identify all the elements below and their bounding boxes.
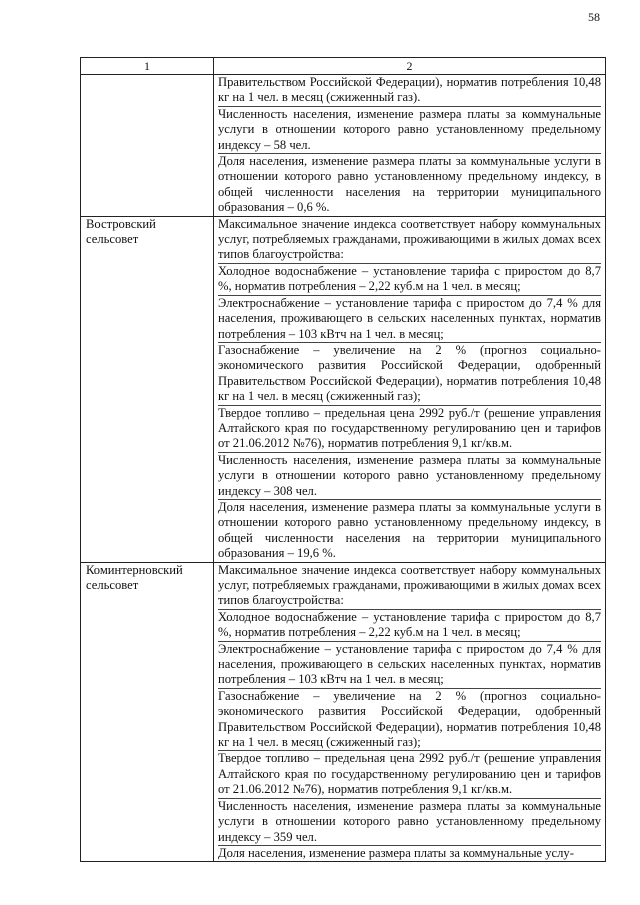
paragraph: Численность населения, изменение размера платы за коммунальные услуги в отношении которого равно установленному предельному индексу – 58 чел.	[218, 106, 601, 152]
description-cell	[214, 75, 606, 217]
municipality-name	[81, 75, 214, 217]
page-number: 58	[588, 10, 600, 24]
paragraph: Максимальное значение индекса соответствует набору коммунальных услуг, потребляемых гражданами, проживающими в жилых домах всех типов благоустройства:	[218, 216, 601, 262]
paragraph: Максимальное значение индекса соответствует набору коммунальных услуг, потребляемых гражданами, проживающими в жилых домах всех типов благоустройства:	[218, 562, 601, 608]
paragraph: Твердое топливо – предельная цена 2992 руб./т (решение управления Алтайского края по государственному регулированию цен и тарифов от 21.06.2012 №76), норматив потребления 9,1 кг/кв.м.	[218, 405, 601, 451]
paragraph: Доля населения, изменение размера платы за коммунальные услу-	[218, 845, 601, 861]
column-header-2: 2	[214, 58, 606, 75]
description-cell	[214, 216, 606, 562]
paragraph: Электроснабжение – установление тарифа с приростом до 7,4 % для населения, проживающего в сельских населенных пунктах, норматив потребления – 103 кВтч на 1 чел. в месяц;	[218, 641, 601, 687]
paragraph: Доля населения, изменение размера платы за коммунальные услуги в отношении которого равно установленному предельному индексу, в общей численности населения на территории муниципального образования – 19,6 %.	[218, 499, 601, 561]
municipality-name: Востровский сельсовет	[81, 216, 214, 562]
column-header-1: 1	[81, 58, 214, 75]
table-row	[81, 75, 606, 217]
paragraph: Газоснабжение – увеличение на 2 % (прогноз социально-экономического развития Российской Федерации, одобренный Правительством Российской Федерации), норматив потребления 10,48 кг на 1 чел. в месяц (сжиженный газ);	[218, 342, 601, 404]
paragraph: Холодное водоснабжение – установление тарифа с приростом до 8,7 %, норматив потребления – 2,22 куб.м на 1 чел. в месяц;	[218, 609, 601, 640]
document-table	[80, 57, 606, 862]
paragraph: Холодное водоснабжение – установление тарифа с приростом до 8,7 %, норматив потребления – 2,22 куб.м на 1 чел. в месяц;	[218, 263, 601, 294]
paragraph: Правительством Российской Федерации), норматив потребления 10,48 кг на 1 чел. в месяц (сжиженный газ).	[218, 75, 601, 105]
paragraph: Газоснабжение – увеличение на 2 % (прогноз социально-экономического развития Российской Федерации, одобренный Правительством Российской Федерации), норматив потребления 10,48 кг на 1 чел. в месяц (сжиженный газ);	[218, 688, 601, 750]
table-header-row	[81, 58, 606, 75]
table-row	[81, 562, 606, 862]
description-cell	[214, 562, 606, 862]
paragraph: Доля населения, изменение размера платы за коммунальные услуги в отношении которого равно установленному предельному индексу, в общей численности населения на территории муниципального образования – 0,6 %.	[218, 154, 601, 215]
paragraph: Твердое топливо – предельная цена 2992 руб./т (решение управления Алтайского края по государственному регулированию цен и тарифов от 21.06.2012 №76), норматив потребления 9,1 кг/кв.м.	[218, 751, 601, 797]
paragraph: Численность населения, изменение размера платы за коммунальные услуги в отношении которого равно установленному предельному индексу – 359 чел.	[218, 798, 601, 844]
municipality-name: Коминтерновский сельсовет	[81, 562, 214, 862]
paragraph: Электроснабжение – установление тарифа с приростом до 7,4 % для населения, проживающего в сельских населенных пунктах, норматив потребления – 103 кВтч на 1 чел. в месяц;	[218, 295, 601, 341]
paragraph: Численность населения, изменение размера платы за коммунальные услуги в отношении которого равно установленному предельному индексу – 308 чел.	[218, 452, 601, 498]
table-row	[81, 216, 606, 562]
